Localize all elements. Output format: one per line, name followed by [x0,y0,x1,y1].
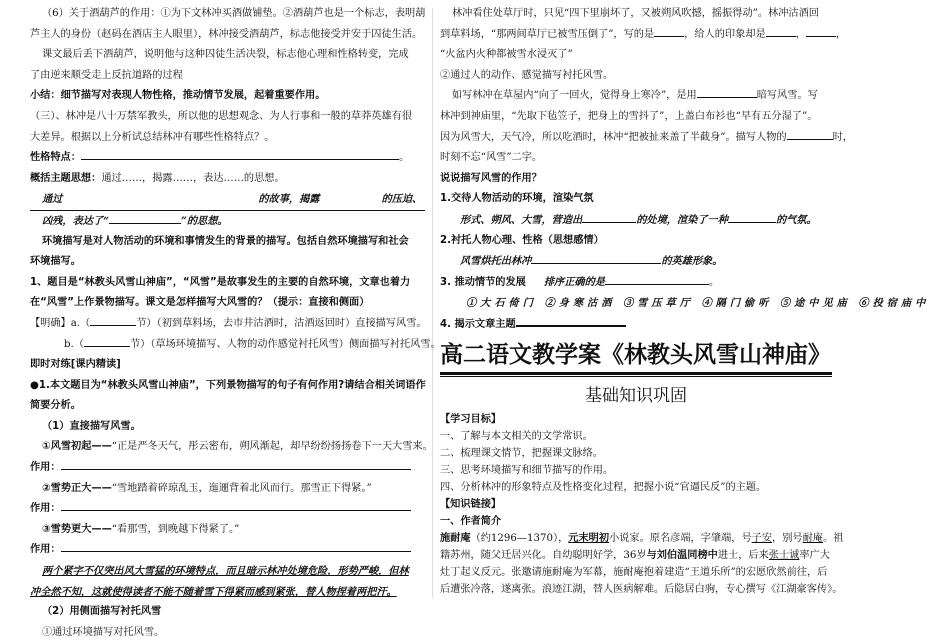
author-para-2-b: 进士，后来 [717,549,769,561]
effect-line-3 [30,540,425,561]
goal-3: 三、思考环境描写和细节描写的作用。 [440,464,614,476]
wind-snow-3-text: “看那雪，到晚越下得紧了。” [111,523,240,535]
right-para-8: 时刻不忘“风雪”二字。 [440,152,543,164]
author-para-3: 灶丁起义反元。张邀请施耐庵为军幕，施耐庵抱着建造“王道乐所”的宏愿欣然前往，后 [440,566,828,578]
document-title [440,338,832,372]
theme-blank[interactable] [109,212,181,224]
right-para-1: 林冲看住处草厅时，只见“四下里崩坏了，又被朔风吹撼，摇振得动”。林冲沽酒回 [452,8,819,19]
right-comma-1: ， [795,28,806,40]
right-para-3: “火盆内火种都被雪水浸灭了” [440,49,573,61]
answer-line-2: 冲全然不知，这就使得读者不能不随着雪下得紧而感到紧张，替人物捏着两把汗。 [30,585,397,598]
summary-text: 细节描写对表现人物性格，推动情节发展，起着重要作用。 [60,90,326,102]
right-para-5-a: 如写林冲在草屋内“向了一回火，觉得身上寒冷”，是用 [452,90,697,102]
effect-question: 说说描写风雪的作用？ [440,172,542,184]
right-para-2-a: 到草料场，“那两间草厅已被雪压倒了”，写的是 [440,28,655,40]
wind-snow-1-text: “正是严冬天气，彤云密布，朔风渐起，却早纷纷扬扬卷下一天大雪来。 [111,441,433,453]
effect-1-blank-1[interactable] [582,211,636,223]
author-para-1-b: 小说家。原名彦端，字肇端，号 [609,532,752,544]
effect-1-text-b: 的处境，渲染了一种 [636,213,728,226]
effect-1-text-a: 形式、朔风、大雪，营造出 [460,213,583,226]
ming-que-a-blank[interactable] [90,314,136,326]
effect-2-text [440,251,832,272]
theme-answer-b: 的故事，揭露 [258,193,320,206]
para-gourd-1: （6）关于酒葫芦的作用：①为下文林冲买酒做铺垫。②酒葫芦也是一个标志，表明葫 [42,8,426,19]
traits-blank[interactable] [81,148,399,160]
wind-snow-1 [30,437,433,458]
para-gourd-2: 芦主人的身份（赵码在酒店主人眼里），林冲接受酒葫芦，标志他接受并安于囚徒生活。 [30,28,423,40]
question-1-line-1: 1、题目是“林教头风雪山神庙”，“风雪”是故事发生的主要的自然环境，文章也着力 [30,276,411,288]
effect-2-blank[interactable] [531,252,661,264]
effect-2-text-b: 的英雄形象。 [661,255,723,268]
answer-line-1: 两个紧字不仅突出风大雪猛的环境特点，而且暗示林冲处境危险，形势严峻，但林 [42,565,409,578]
right-blank-1[interactable] [654,25,684,37]
wind-snow-3 [30,520,425,541]
theme-answer-1 [30,189,425,211]
theme-answer-a: 通过 [42,193,63,206]
goals-heading: 【学习目标】 [440,413,502,425]
author-bie: 耐庵 [802,532,823,544]
title-rule-thick [440,372,832,375]
right-blank-2[interactable] [766,25,796,37]
goal-1: 一、了解与本文相关的文学常识。 [440,430,593,442]
author-para-2 [440,547,832,564]
practice-heading: 即时对练[课内精读] [30,359,121,371]
right-para-7-b: 时， [832,131,853,143]
author-heading: 一、作者简介 [440,515,502,527]
effect-label-1: 作用： [30,462,61,474]
para-gourd-3: 课文最后丢下酒葫芦，说明他与这种囚徒生活决裂，标志他心理和性格转变，完成 [42,49,409,61]
right-column [440,4,929,602]
effect-2-text-a: 风雪烘托出林冲 [460,255,532,268]
traits-line [30,148,425,169]
author-para-1 [440,530,844,547]
right-para-2-b: ，给人的印象却是 [684,28,766,40]
bullet-question-1: ●1.本文题目为“林教头风雪山神庙”，下列景物描写的句子有何作用?请结合相关词语作 [30,379,426,391]
effect-4-blank[interactable] [516,314,626,327]
effect-4-heading: 4. 揭示文章主题 [440,318,516,330]
ming-que-b-text: 节）（草场环境描写、人物的动作感觉衬托风雪）侧面描写衬托风雪。 [129,338,441,350]
effect-label-2: 作用： [30,503,61,515]
author-para-4: 后遭张冷落，遂离张。浪迹江湖，替人医病解难。后隐居白驹，专心撰写《江湖豪客传》。 [440,583,843,595]
wind-snow-3-label: ③雪势更大—— [42,523,112,535]
traits-end: 。 [398,152,410,164]
effect-3-end: 。 [708,276,720,288]
effect-2-heading: 2.衬托人物心理、性格（思想感情） [440,234,604,246]
section-heading: 基础知识巩固 [585,385,687,406]
title-sub: 《林教头风雪山神庙》 [601,340,831,368]
theme-answer-2 [30,211,425,232]
traits-label: 性格特点： [30,152,81,164]
author-para-2-name: 张士诚 [768,549,800,561]
side-description-1: ①通过环境描写对托风雪。 [42,626,165,638]
title-main: 高二语文教学案 [440,341,601,368]
wind-snow-1-label: ①风雪初起—— [42,441,112,453]
direct-description-heading: （1）直接描写风雪。 [42,420,141,432]
author-para-1-d: 。祖 [822,532,844,544]
env-def-2: 环境描写。 [30,256,81,268]
question-1-line-2: 在“风雪”上作景物描写。课文是怎样描写大风雪的？（提示：直接和侧面） [30,297,370,309]
author-dates: （约1296—1370）， [470,532,569,544]
author-hao: 子安 [751,532,773,544]
author-para-2-c: 率广大 [799,549,830,561]
title-rule-thin [440,376,832,377]
effect-blank-3[interactable] [61,540,411,552]
effect-1-blank-2[interactable] [728,211,776,223]
author-name: 施耐庵 [440,532,471,544]
right-blank-3[interactable] [806,25,836,37]
right-blank-4[interactable] [697,86,757,98]
theme-answer-e: ”的思想。 [180,214,228,227]
wind-snow-2 [30,479,425,500]
right-para-7-a: 因为风雪大，天气冷，所以吃酒时，林冲“把被扯来盖了半截身”。描写人物的 [440,131,787,143]
theme-answer-d: 凶残，表达了“ [42,214,109,227]
theme-text: 通过……，揭露……，表达……的思想。 [101,172,285,184]
goal-4: 四、分析林冲的形象特点及性格变化过程，把握小说“官逼民反”的主题。 [440,481,767,493]
wind-snow-2-text: “雪地踏着碎琼乱玉，迤逦背着北风而行。那雪正下得紧。” [111,482,372,494]
summary-line [30,86,425,107]
right-comma-2: ， [835,28,847,40]
effect-blank-1[interactable] [61,458,411,470]
para-gourd-4: 了由逆来顺受走上反抗道路的过程 [30,69,183,81]
right-para-5 [440,86,832,107]
side-description-heading: （2）用侧面描写衬托风雪 [42,606,162,618]
effect-3-blank[interactable] [605,273,709,285]
ming-que-a-text: 节）（初到草料场，去市井沽酒时，沽酒返回时）直接描写风雪。 [136,317,427,329]
effect-3-heading [440,272,832,294]
effect-1-heading: 1.交待人物活动的环境，渲染气氛 [440,193,594,205]
effect-3-order-label: 排序正确的是 [543,275,605,288]
wind-snow-2-label: ②雪势正大—— [42,482,112,494]
section-three-1: （三）、林冲是八十万禁军教头，所以他的思想观念、为人行事和一般的草莽英雄有很 [30,110,413,122]
right-para-4: ②通过人的动作、感觉描写衬托风雪。 [440,69,614,81]
effect-line-2 [30,499,425,520]
env-def-1: 环境描写是对人物活动的环境和事情发生的背景的描写。包括自然环境描写和社会 [42,235,409,247]
author-para-2-bold: 与刘伯温同榜中 [646,549,718,561]
link-heading: 【知识链接】 [440,498,502,510]
ming-que-a [30,314,425,335]
ming-que-b [30,335,441,356]
theme-answer-c: 的压迫、 [381,193,423,206]
ming-que-b-blank[interactable] [84,335,130,347]
section-three-2: 大差异。根据以上分析试总结林冲有哪些性格特点？。 [30,131,275,143]
bullet-question-2: 简要分析。 [30,400,81,412]
right-para-2 [440,25,847,46]
right-para-6: 林冲到神庙里，“先取下毡笠子，把身上的雪抖了”，上盖白布衫也“早有五分湿了”。 [440,110,818,122]
effect-3-options: ①大石倚门 ②身寒沽酒 ③雪压草厅 ④隔门偷听 ⑤途中见庙 ⑥投宿庙中 [466,297,929,310]
effect-blank-2[interactable] [61,499,411,511]
right-para-5-b: 暗写风雪。写 [756,90,818,102]
summary-label: 小结： [30,90,61,102]
right-blank-5[interactable] [787,128,833,140]
goal-2: 二、梳理课文情节，把握课文脉络。 [440,447,603,459]
effect-4-line [440,314,832,336]
theme-line [30,169,425,190]
effect-line-1 [30,458,425,479]
ming-que-b-label: b.（ [64,338,84,350]
effect-1-text-c: 的气氛。 [775,213,817,226]
effect-label-3: 作用： [30,544,61,556]
theme-label: 概括主题思想： [30,172,102,184]
ming-que-a-label: 【明确】a.（ [30,317,91,329]
column-divider [432,8,433,598]
author-para-1-c: ，别号 [772,532,803,544]
right-para-7 [440,128,853,149]
author-era: 元末明初 [568,532,610,544]
author-para-2-a: 籍苏州，随父迁居兴化。自幼聪明好学，36岁 [440,549,647,561]
effect-3-label: 3. 推动情节的发展 [440,276,526,288]
left-column [30,4,441,638]
effect-1-text [440,210,832,231]
